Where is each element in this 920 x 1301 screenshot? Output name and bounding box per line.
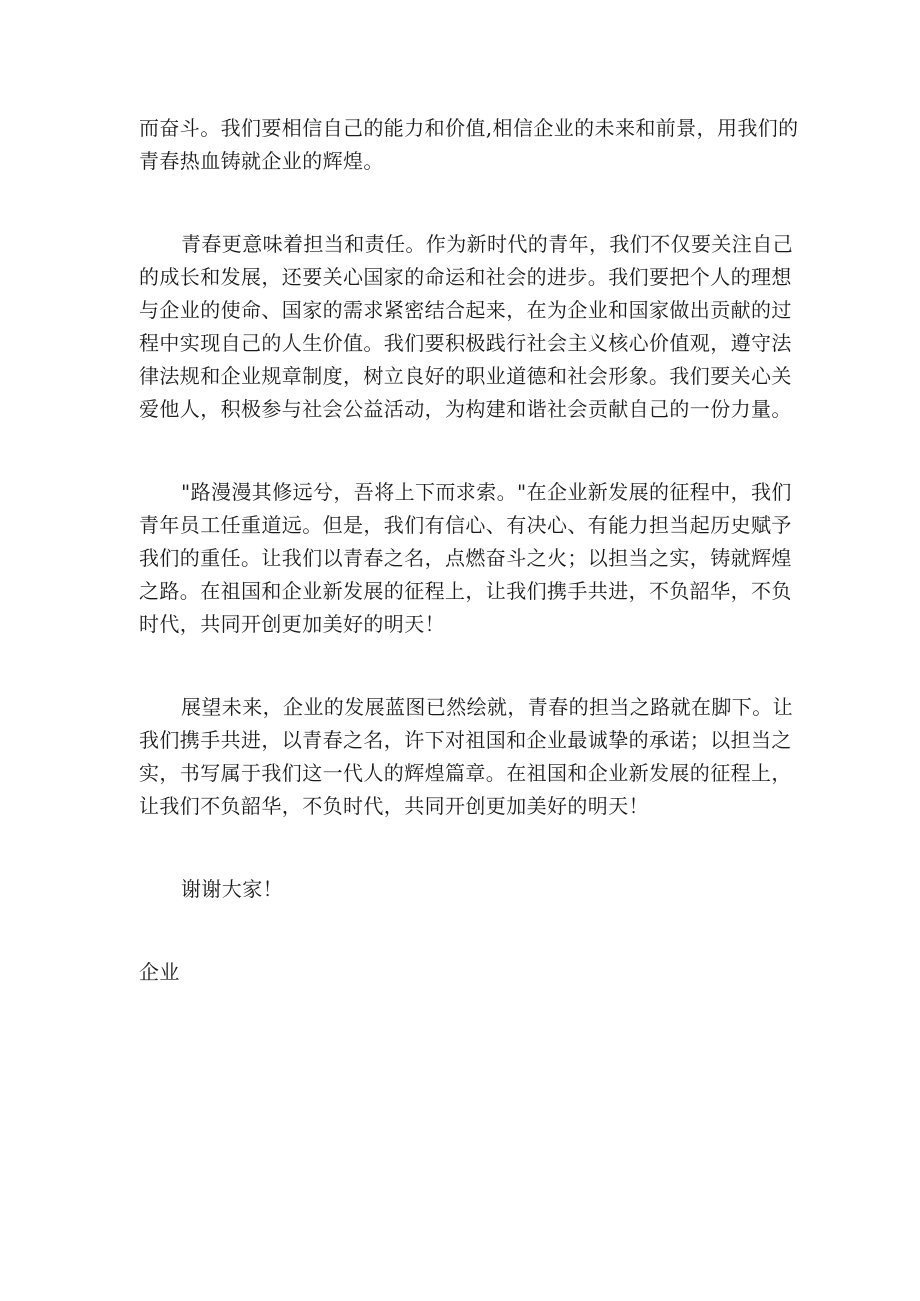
paragraph-line: 爱他人，积极参与社会公益活动，为构建和谐社会贡献自己的一份力量。 [139, 397, 792, 421]
paragraph-gap [139, 906, 789, 956]
paragraph-line: 青春更意味着担当和责任。作为新时代的青年，我们不仅要关注自己 [181, 232, 793, 256]
paragraph-line: 实，书写属于我们这一代人的辉煌篇章。在祖国和企业新发展的征程上， [139, 761, 792, 785]
paragraph-line: 的成长和发展，还要关心国家的命运和社会的进步。我们要把个人的理想 [139, 265, 792, 289]
paragraph-1 [139, 112, 799, 178]
paragraph-4 [139, 691, 793, 823]
paragraph-line: 之路。在祖国和企业新发展的征程上，让我们携手共进，不负韶华，不负 [139, 579, 792, 603]
paragraph-5 [139, 873, 789, 906]
closing-line: 谢谢大家！ [181, 877, 283, 901]
paragraph-line: 时代，共同开创更加美好的明天！ [139, 612, 445, 636]
paragraph-line: 与企业的使命、国家的需求紧密结合起来，在为企业和国家做出贡献的过 [139, 298, 792, 322]
paragraph-line: "路漫漫其修远兮，吾将上下而求索。"在企业新发展的征程中，我们 [181, 480, 792, 504]
paragraph-gap [139, 426, 789, 476]
paragraph-line: 程中实现自己的人生价值。我们要积极践行社会主义核心价值观，遵守法 [139, 331, 792, 355]
paragraph-line: 而奋斗。我们要相信自己的能力和价值,相信企业的未来和前景，用我们的 [139, 116, 799, 140]
paragraph-line: 青年员工任重道远。但是，我们有信心、有决心、有能力担当起历史赋予 [139, 513, 792, 537]
paragraph-line: 我们携手共进，以青春之名，许下对祖国和企业最诚挚的承诺；以担当之 [139, 728, 792, 752]
paragraph-line: 展望未来，企业的发展蓝图已然绘就，青春的担当之路就在脚下。让 [181, 695, 793, 719]
paragraph-line: 青春热血铸就企业的辉煌。 [139, 149, 384, 173]
signature [139, 956, 789, 989]
paragraph-gap [139, 823, 789, 873]
paragraph-line: 让我们不负韶华，不负时代，共同开创更加美好的明天！ [139, 794, 649, 818]
paragraph-gap [139, 641, 789, 691]
paragraph-gap [139, 178, 789, 228]
document-body [139, 112, 799, 989]
paragraph-3 [139, 476, 792, 641]
paragraph-2 [139, 228, 793, 426]
signature-text: 企业 [139, 960, 180, 984]
paragraph-line: 律法规和企业规章制度，树立良好的职业道德和社会形象。我们要关心关 [139, 364, 792, 388]
paragraph-line: 我们的重任。让我们以青春之名，点燃奋斗之火；以担当之实，铸就辉煌 [139, 546, 792, 570]
